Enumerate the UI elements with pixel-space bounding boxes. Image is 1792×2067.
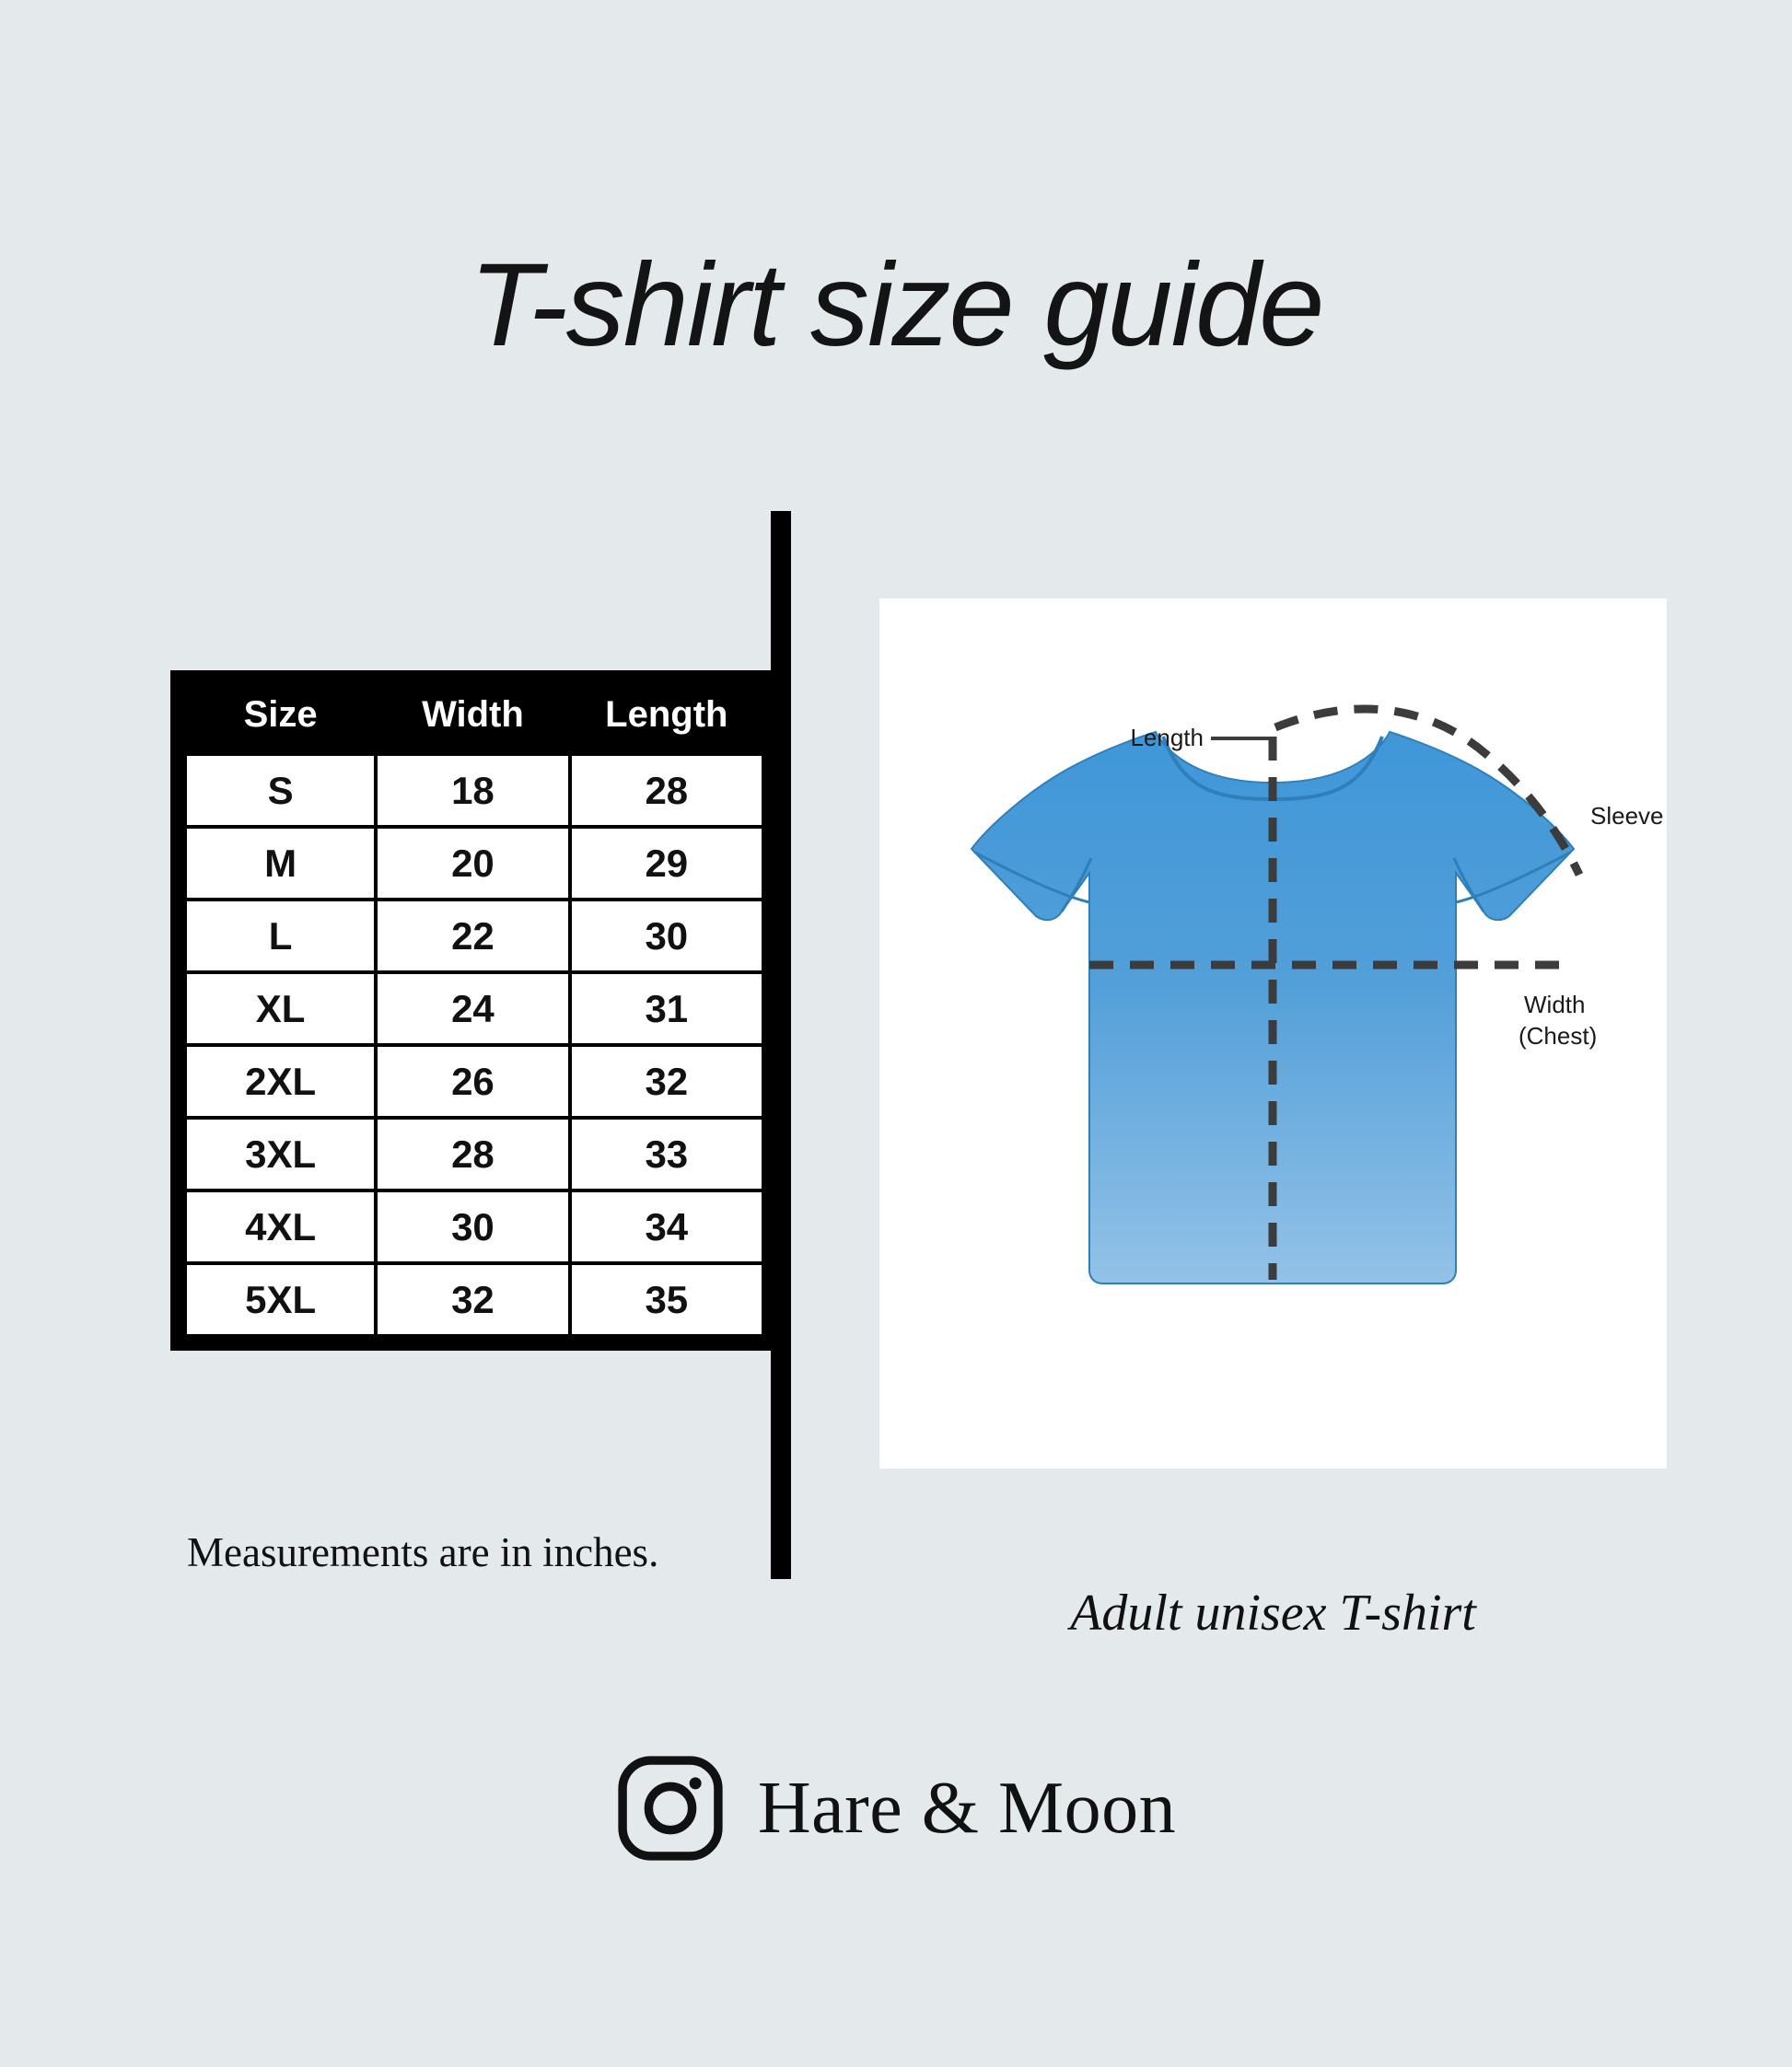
cell-length: 28 xyxy=(570,754,763,827)
table-row xyxy=(185,754,763,827)
table-row xyxy=(185,972,763,1045)
cell-width: 28 xyxy=(376,1118,569,1190)
tshirt-diagram-icon xyxy=(879,598,1667,1469)
label-width: Width xyxy=(1524,991,1586,1018)
cell-length: 35 xyxy=(570,1263,763,1336)
cell-width: 30 xyxy=(376,1190,569,1263)
cell-width: 20 xyxy=(376,827,569,900)
cell-size: XL xyxy=(185,972,376,1045)
table-row xyxy=(185,1045,763,1118)
cell-size: L xyxy=(185,900,376,972)
cell-length: 29 xyxy=(570,827,763,900)
cell-width: 26 xyxy=(376,1045,569,1118)
cell-size: S xyxy=(185,754,376,827)
cell-width: 32 xyxy=(376,1263,569,1336)
cell-width: 18 xyxy=(376,754,569,827)
cell-width: 22 xyxy=(376,900,569,972)
cell-size: 3XL xyxy=(185,1118,376,1190)
cell-width: 24 xyxy=(376,972,569,1045)
table-row xyxy=(185,1190,763,1263)
table-row xyxy=(185,1118,763,1190)
cell-length: 33 xyxy=(570,1118,763,1190)
table-header-size: Size xyxy=(185,683,376,754)
size-table xyxy=(183,683,765,1338)
table-header-width: Width xyxy=(376,683,569,754)
label-length: Length xyxy=(1130,724,1204,751)
footer-brand xyxy=(0,1754,1792,1863)
cell-size: 2XL xyxy=(185,1045,376,1118)
instagram-icon[interactable] xyxy=(616,1754,725,1863)
tshirt-diagram-card xyxy=(879,598,1667,1469)
cell-length: 34 xyxy=(570,1190,763,1263)
table-header-row xyxy=(185,683,763,754)
table-row xyxy=(185,827,763,900)
size-table-block xyxy=(170,511,797,1579)
table-header-length: Length xyxy=(570,683,763,754)
cell-size: 5XL xyxy=(185,1263,376,1336)
table-row xyxy=(185,1263,763,1336)
label-sleeve: Sleeve xyxy=(1590,802,1664,830)
table-row xyxy=(185,900,763,972)
cell-size: M xyxy=(185,827,376,900)
cell-length: 30 xyxy=(570,900,763,972)
brand-name: Hare & Moon xyxy=(757,1767,1177,1849)
cell-size: 4XL xyxy=(185,1190,376,1263)
label-width-chest: (Chest) xyxy=(1519,1022,1598,1050)
page-title: T-shirt size guide xyxy=(469,239,1323,371)
diagram-caption: Adult unisex T-shirt xyxy=(1070,1585,1476,1642)
measurement-note: Measurements are in inches. xyxy=(187,1529,659,1575)
size-table-wrapper xyxy=(170,670,778,1351)
cell-length: 31 xyxy=(570,972,763,1045)
cell-length: 32 xyxy=(570,1045,763,1118)
